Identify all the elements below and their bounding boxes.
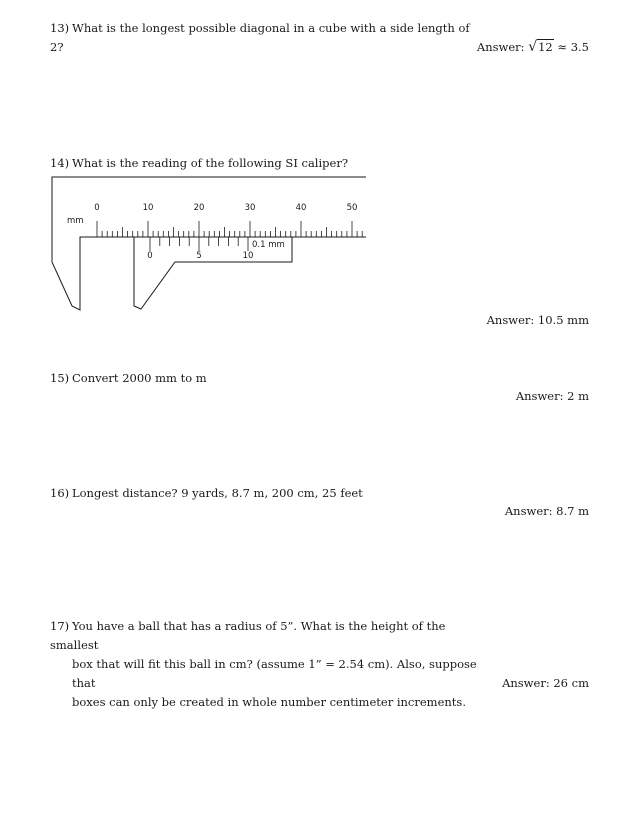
question-number: 14) — [50, 156, 70, 170]
answer-15: Answer: 2 m — [515, 389, 589, 403]
vernier-scale-label: 10 — [242, 251, 254, 261]
question-16 — [50, 484, 470, 503]
question-text: What is the longest possible diagonal in a cube with a side length of 2? — [50, 21, 470, 54]
answer-prefix: Answer: — [476, 40, 525, 54]
question-text: What is the reading of the following SI caliper? — [72, 156, 348, 170]
answer-17: Answer: 26 cm — [502, 676, 589, 690]
main-scale-label: 0 — [94, 203, 100, 213]
question-number: 15) — [50, 371, 70, 385]
question-text: Convert 2000 mm to m — [72, 371, 207, 385]
caliper-diagram — [0, 0, 638, 330]
question-text-line: box that will fit this ball in cm? (assume 1” = 2.54 cm). Also, suppose that — [72, 657, 477, 690]
answer-approx: ≈ 3.5 — [557, 40, 589, 54]
question-text: Longest distance? 9 yards, 8.7 m, 200 cm, 25 feet — [72, 486, 363, 500]
answer-16: Answer: 8.7 m — [504, 504, 589, 518]
square-root: √12 — [528, 39, 553, 55]
main-scale-label: 30 — [244, 203, 256, 213]
vernier-scale-label: 0 — [147, 251, 153, 261]
vernier-resolution-label: 0.1 mm — [252, 240, 285, 250]
main-scale-label: 10 — [142, 203, 154, 213]
question-17 — [50, 617, 490, 712]
question-number: 17) — [50, 619, 70, 633]
unit-label: mm — [67, 216, 84, 226]
question-15 — [50, 369, 470, 388]
answer-14: Answer: 10.5 mm — [486, 313, 589, 327]
question-text-line: boxes can only be created in whole number centimeter increments. — [72, 695, 466, 709]
main-scale-ticks — [97, 221, 362, 237]
main-scale-label: 50 — [346, 203, 358, 213]
vernier-scale-label: 5 — [196, 251, 202, 261]
main-scale-label: 20 — [193, 203, 205, 213]
main-scale-label: 40 — [295, 203, 307, 213]
question-number: 16) — [50, 486, 70, 500]
question-text-line: You have a ball that has a radius of 5”. What is the height of the smallest — [50, 619, 446, 652]
question-number: 13) — [50, 21, 70, 35]
radicand: 12 — [538, 40, 553, 54]
vernier-scale-ticks — [150, 237, 248, 251]
